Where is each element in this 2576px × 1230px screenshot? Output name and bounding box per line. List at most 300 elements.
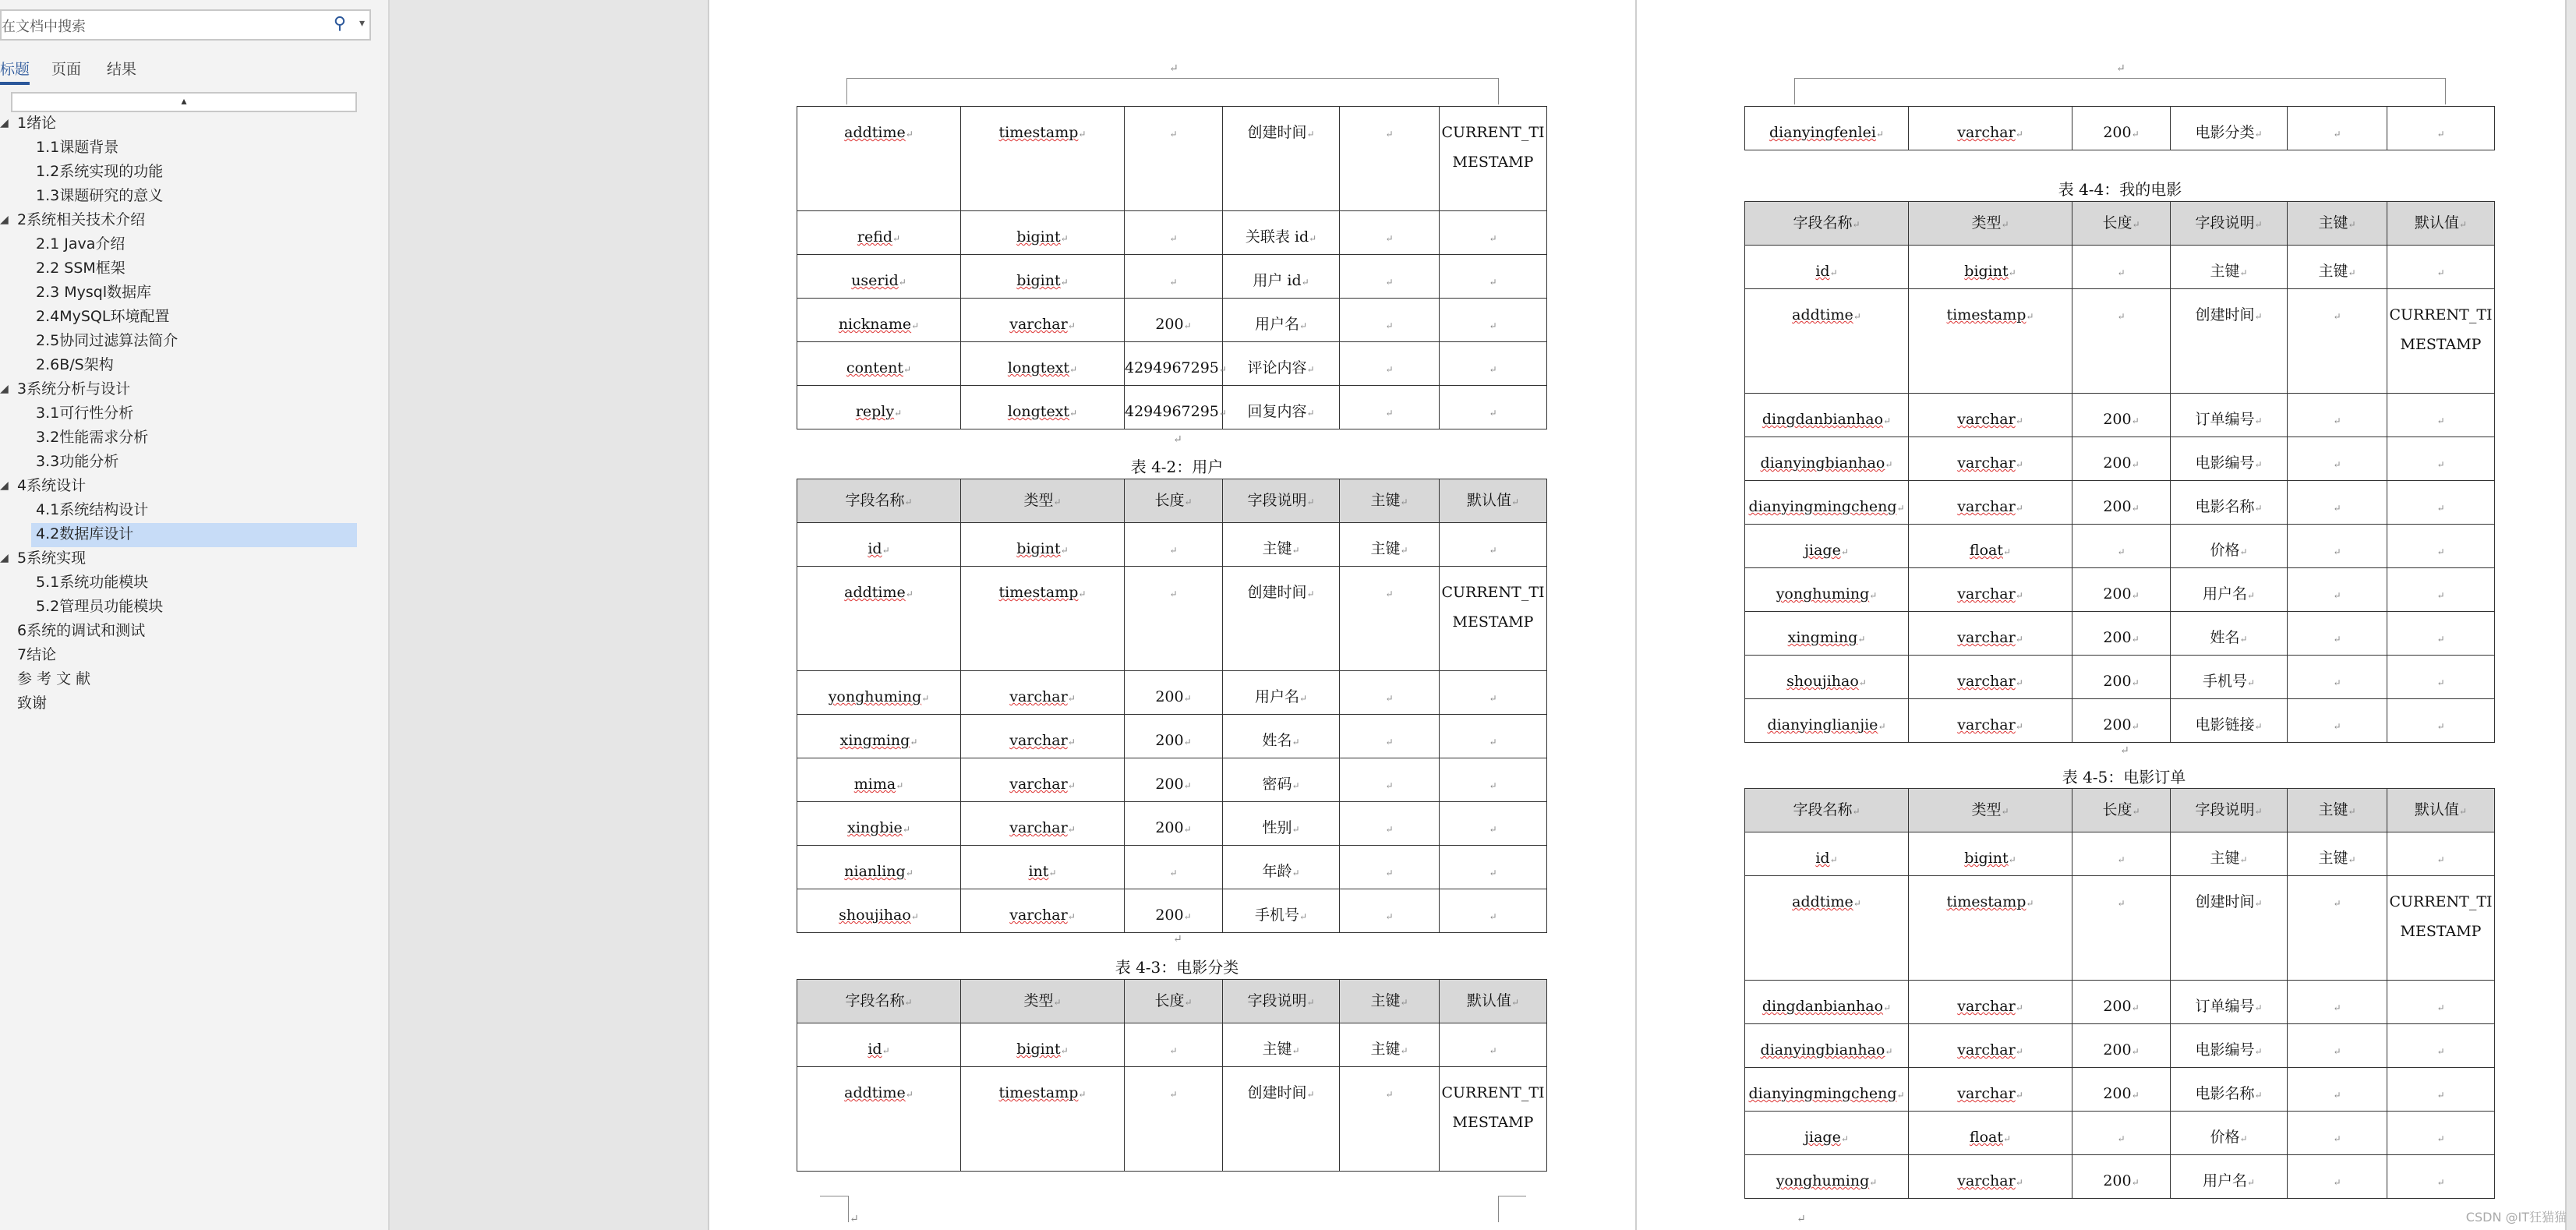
watermark: CSDN @IT狂猫猫 [2465, 1210, 2567, 1225]
table-cell: ↵ [2288, 699, 2387, 743]
table-cell: ↵ [2288, 1024, 2387, 1068]
table-header-cell: 长度↵ [1125, 980, 1223, 1023]
toc-label: 4系统设计 [17, 477, 87, 494]
table-cell: ↵ [2387, 832, 2495, 876]
table-cell: 200↵ [1125, 758, 1223, 802]
toc-subheading[interactable] [36, 595, 163, 618]
table-cell: dingdanbianhao↵ [1745, 981, 1909, 1024]
table-header-cell: 长度↵ [2072, 202, 2171, 246]
table-cell: varchar↵ [1909, 1068, 2072, 1112]
toc-subheading[interactable] [36, 329, 178, 352]
table-cell: ↵ [2072, 246, 2171, 289]
toc-subheading[interactable] [36, 426, 148, 449]
table-cell: ↵ [1125, 211, 1223, 255]
table-cell: id↵ [797, 1023, 961, 1067]
collapse-all-button[interactable]: ▴ [11, 92, 357, 112]
table-row [797, 1023, 1547, 1067]
table-header-cell: 默认值↵ [1440, 980, 1547, 1023]
table-cell: float↵ [1909, 525, 2072, 568]
table-cell: 主键↵ [1223, 1023, 1340, 1067]
table-cell: ↵ [1440, 1023, 1547, 1067]
table-cell: ↵ [1440, 846, 1547, 889]
table-row [1745, 699, 2495, 743]
table-cell: longtext↵ [961, 386, 1125, 429]
table-cell: ↵ [2288, 981, 2387, 1024]
header-corner [846, 78, 847, 104]
table-cell: ↵ [1340, 386, 1440, 429]
table-cell: ↵ [1440, 386, 1547, 429]
table-cell: 4294967295↵ [1125, 386, 1223, 429]
table-cell: 200↵ [2072, 107, 2171, 150]
table-row [1745, 481, 2495, 525]
table-cell: 主键↵ [2288, 246, 2387, 289]
search-input[interactable] [0, 9, 371, 41]
table-cell: varchar↵ [1909, 481, 2072, 525]
table-cell: ↵ [1440, 889, 1547, 933]
table-header-cell: 主键↵ [1340, 479, 1440, 523]
table-cell: ↵ [2072, 832, 2171, 876]
header-line [846, 78, 1499, 79]
table-cell: 年龄↵ [1223, 846, 1340, 889]
search-icon[interactable]: ⚲ [333, 14, 346, 34]
table-row [1745, 394, 2495, 437]
paragraph-mark: ↵ [1797, 1213, 1806, 1225]
table-cell: ↵ [2288, 876, 2387, 981]
table-cell: 200↵ [2072, 981, 2171, 1024]
table-cell: dingdanbianhao↵ [1745, 394, 1909, 437]
table-cell: 姓名↵ [1223, 715, 1340, 758]
table-row [797, 889, 1547, 933]
toc-subheading[interactable] [36, 136, 118, 159]
table-header-cell: 字段名称↵ [797, 479, 961, 523]
toc-subheading[interactable] [36, 160, 163, 183]
table-cell: 200↵ [1125, 671, 1223, 715]
table-header-cell: 主键↵ [2288, 202, 2387, 246]
table-cell: ↵ [2072, 1112, 2171, 1155]
table-row [797, 802, 1547, 846]
table-row [1745, 656, 2495, 699]
table-cell: varchar↵ [961, 671, 1125, 715]
toc-label: 2.2 SSM框架 [36, 260, 125, 277]
toc-label: 7结论 [17, 646, 57, 663]
table-cell: ↵ [1440, 758, 1547, 802]
toc-subheading[interactable] [36, 232, 125, 256]
table-row [1745, 525, 2495, 568]
table-cell: ↵ [1440, 523, 1547, 567]
table-cell: 200↵ [2072, 1068, 2171, 1112]
table-cell: ↵ [1340, 715, 1440, 758]
table-cell: 回复内容↵ [1223, 386, 1340, 429]
table-cell: CURRENT_TIMESTAMP [2387, 876, 2495, 981]
toc-heading[interactable] [0, 619, 145, 642]
expand-triangle-icon[interactable]: ◢ [0, 383, 9, 395]
table-cell: varchar↵ [1909, 656, 2072, 699]
table-cell: CURRENT_TIMESTAMP [2387, 289, 2495, 394]
table-cell: 电影名称↵ [2171, 481, 2288, 525]
table-cell: dianyingmingcheng↵ [1745, 1068, 1909, 1112]
table-cell: ↵ [1125, 255, 1223, 299]
table-cell: ↵ [2387, 1155, 2495, 1199]
table-cell: 关联表 id↵ [1223, 211, 1340, 255]
table-cell: varchar↵ [961, 715, 1125, 758]
table-cell: longtext↵ [961, 342, 1125, 386]
table-cell: 订单编号↵ [2171, 981, 2288, 1024]
toc-label: 4.1系统结构设计 [36, 501, 149, 518]
toc-subheading[interactable] [36, 571, 148, 594]
toc-subheading[interactable] [36, 281, 151, 304]
table-caption: 表 4-2：用户 [1130, 458, 1224, 476]
toc-subheading[interactable] [36, 450, 118, 473]
table-header-cell: 默认值↵ [2387, 202, 2495, 246]
table-cell: ↵ [1125, 846, 1223, 889]
table-cell: 创建时间↵ [1223, 1067, 1340, 1172]
table-cell: jiage↵ [1745, 525, 1909, 568]
table-cell: bigint↵ [961, 523, 1125, 567]
search-placeholder: 在文档中搜索 [2, 19, 86, 35]
toc-heading[interactable] [0, 474, 86, 497]
table-cell: ↵ [2288, 1068, 2387, 1112]
table-header-cell: 默认值↵ [2387, 789, 2495, 832]
paragraph-mark: ↵ [850, 1213, 859, 1225]
table-cell: varchar↵ [1909, 981, 2072, 1024]
table-cell: varchar↵ [961, 299, 1125, 342]
table-cell: ↵ [1125, 1067, 1223, 1172]
table-cell: ↵ [1440, 802, 1547, 846]
table-row [1745, 107, 2495, 150]
table-header-cell: 长度↵ [1125, 479, 1223, 523]
toc-subheading[interactable] [36, 522, 133, 546]
table-cell: 主键↵ [2288, 832, 2387, 876]
table-cell: ↵ [2288, 394, 2387, 437]
table-cell: ↵ [2387, 107, 2495, 150]
toc-subheading[interactable] [36, 305, 169, 328]
table-cell: yonghuming↵ [1745, 1155, 1909, 1199]
table-cell: id↵ [1745, 246, 1909, 289]
header-corner [1794, 78, 1795, 104]
table-cell: 200↵ [2072, 612, 2171, 656]
table-row [1745, 1024, 2495, 1068]
table-header-row [797, 980, 1547, 1023]
table-cell: ↵ [2387, 525, 2495, 568]
table-header-cell: 长度↵ [2072, 789, 2171, 832]
table-cell: 200↵ [1125, 715, 1223, 758]
header-corner [1498, 78, 1499, 104]
table-header-cell: 类型↵ [1909, 202, 2072, 246]
table-cell: bigint↵ [1909, 832, 2072, 876]
table-row [1745, 568, 2495, 612]
db-table-movie-category [797, 979, 1547, 1172]
toc-subheading[interactable] [36, 184, 163, 207]
table-row [797, 255, 1547, 299]
toc-label: 参 考 文 献 [17, 670, 91, 687]
toc-heading[interactable] [0, 667, 90, 691]
table-cell: reply↵ [797, 386, 961, 429]
table-cell: ↵ [2387, 981, 2495, 1024]
toc-label: 3.2性能需求分析 [36, 429, 149, 446]
document-page-1 [708, 0, 1639, 1230]
paragraph-mark: ↵ [2120, 744, 2129, 757]
table-cell: 创建时间↵ [1223, 567, 1340, 671]
expand-triangle-icon[interactable]: ◢ [0, 479, 9, 492]
table-cell: 创建时间↵ [2171, 289, 2288, 394]
table-row [797, 107, 1547, 211]
table-cell: 电影编号↵ [2171, 1024, 2288, 1068]
paragraph-mark: ↵ [2116, 62, 2125, 75]
table-row [797, 342, 1547, 386]
table-cell: CURRENT_TIMESTAMP [1440, 1067, 1547, 1172]
table-cell: timestamp↵ [961, 567, 1125, 671]
table-row [797, 523, 1547, 567]
toc-label: 1绪论 [17, 115, 57, 132]
db-table-comment [797, 106, 1547, 429]
table-cell: xingming↵ [797, 715, 961, 758]
paragraph-mark: ↵ [1169, 62, 1178, 75]
toc-label: 2.5协同过滤算法简介 [36, 332, 178, 349]
table-header-cell: 字段说明↵ [2171, 789, 2288, 832]
table-cell: ↵ [1340, 342, 1440, 386]
table-cell: 200↵ [1125, 802, 1223, 846]
toc-label: 1.3课题研究的意义 [36, 187, 164, 204]
table-cell: bigint↵ [1909, 246, 2072, 289]
table-cell: id↵ [797, 523, 961, 567]
toc-label: 致谢 [17, 695, 48, 712]
table-cell: 密码↵ [1223, 758, 1340, 802]
table-header-cell: 默认值↵ [1440, 479, 1547, 523]
table-cell: ↵ [2387, 656, 2495, 699]
table-row [1745, 1068, 2495, 1112]
table-cell: ↵ [1440, 299, 1547, 342]
nav-tabs [0, 55, 359, 86]
expand-triangle-icon[interactable]: ◢ [0, 117, 9, 129]
table-caption: 表 4-3：电影分类 [1115, 958, 1239, 977]
table-header-cell: 字段说明↵ [1223, 479, 1340, 523]
table-cell: ↵ [2288, 656, 2387, 699]
table-cell: ↵ [2288, 289, 2387, 394]
table-cell: 用户名↵ [1223, 671, 1340, 715]
table-cell: xingming↵ [1745, 612, 1909, 656]
toc-label: 1.1课题背景 [36, 139, 119, 156]
table-row [797, 299, 1547, 342]
table-row [797, 567, 1547, 671]
toc-heading[interactable] [0, 643, 56, 666]
toc-label: 3.3功能分析 [36, 453, 119, 470]
table-cell: yonghuming↵ [1745, 568, 1909, 612]
toc-subheading[interactable] [36, 498, 148, 521]
table-row [1745, 612, 2495, 656]
table-cell: id↵ [1745, 832, 1909, 876]
table-cell: ↵ [1340, 671, 1440, 715]
table-cell: refid↵ [797, 211, 961, 255]
table-cell: varchar↵ [1909, 107, 2072, 150]
table-cell: 创建时间↵ [2171, 876, 2288, 981]
table-cell: addtime↵ [1745, 876, 1909, 981]
table-cell: 200↵ [2072, 699, 2171, 743]
table-header-row [1745, 202, 2495, 246]
table-cell: shoujihao↵ [1745, 656, 1909, 699]
table-row [1745, 876, 2495, 981]
table-header-cell: 字段名称↵ [1745, 202, 1909, 246]
table-row [797, 715, 1547, 758]
table-cell: 电影名称↵ [2171, 1068, 2288, 1112]
table-cell: varchar↵ [961, 889, 1125, 933]
table-cell: ↵ [2288, 437, 2387, 481]
table-cell: yonghuming↵ [797, 671, 961, 715]
table-cell: content↵ [797, 342, 961, 386]
footer-corner [1498, 1196, 1499, 1222]
table-cell: timestamp↵ [1909, 876, 2072, 981]
table-cell: timestamp↵ [1909, 289, 2072, 394]
table-cell: nickname↵ [797, 299, 961, 342]
table-cell: 评论内容↵ [1223, 342, 1340, 386]
toc-heading[interactable] [0, 111, 56, 135]
table-cell: ↵ [1440, 671, 1547, 715]
table-cell: 电影分类↵ [2171, 107, 2288, 150]
table-header-cell: 字段说明↵ [1223, 980, 1340, 1023]
table-cell: dianyingmingcheng↵ [1745, 481, 1909, 525]
toc-subheading[interactable] [36, 353, 114, 376]
table-cell: ↵ [1125, 523, 1223, 567]
table-cell: dianyingfenlei↵ [1745, 107, 1909, 150]
tab-results[interactable]: 结果 [107, 61, 137, 78]
table-cell: ↵ [2072, 876, 2171, 981]
paragraph-mark: ↵ [1173, 933, 1182, 945]
table-row [1745, 289, 2495, 394]
table-header-cell: 字段说明↵ [2171, 202, 2288, 246]
paragraph-mark: ↵ [1173, 433, 1182, 446]
db-table-user [797, 479, 1547, 933]
table-header-cell: 类型↵ [961, 980, 1125, 1023]
toc-label: 5系统实现 [17, 550, 87, 567]
table-cell: 200↵ [2072, 1155, 2171, 1199]
toc-label: 2系统相关技术介绍 [17, 211, 146, 228]
table-cell: jiage↵ [1745, 1112, 1909, 1155]
toc-heading[interactable] [0, 377, 130, 401]
table-cell: ↵ [1125, 1023, 1223, 1067]
table-cell: ↵ [1340, 107, 1440, 211]
table-cell: ↵ [1340, 255, 1440, 299]
table-cell: varchar↵ [961, 758, 1125, 802]
table-cell: nianling↵ [797, 846, 961, 889]
table-cell: bigint↵ [961, 255, 1125, 299]
table-cell: 200↵ [2072, 394, 2171, 437]
table-cell: mima↵ [797, 758, 961, 802]
table-cell: 主键↵ [1223, 523, 1340, 567]
table-cell: ↵ [1340, 758, 1440, 802]
tab-headings[interactable]: 标题 [0, 58, 30, 85]
toc-label: 5.1系统功能模块 [36, 574, 149, 591]
table-cell: ↵ [2387, 437, 2495, 481]
table-caption: 表 4-5：电影订单 [2062, 768, 2186, 786]
table-cell: varchar↵ [1909, 1155, 2072, 1199]
toc-label: 3系统分析与设计 [17, 380, 131, 398]
table-cell: 创建时间↵ [1223, 107, 1340, 211]
table-cell: varchar↵ [1909, 437, 2072, 481]
db-table-movie-order [1744, 788, 2495, 1199]
table-cell: userid↵ [797, 255, 961, 299]
table-cell: 用户 id↵ [1223, 255, 1340, 299]
table-cell: ↵ [2288, 525, 2387, 568]
table-caption: 表 4-4：我的电影 [2058, 180, 2182, 199]
table-cell: timestamp↵ [961, 1067, 1125, 1172]
table-cell: ↵ [2387, 1112, 2495, 1155]
toc-subheading[interactable] [36, 401, 133, 425]
toc-label: 5.2管理员功能模块 [36, 598, 164, 615]
table-cell: ↵ [2288, 1112, 2387, 1155]
table-cell: 200↵ [1125, 889, 1223, 933]
document-page-2 [1635, 0, 2567, 1230]
expand-triangle-icon[interactable]: ◢ [0, 552, 9, 564]
table-cell: ↵ [2387, 568, 2495, 612]
table-cell: ↵ [1340, 211, 1440, 255]
table-cell: ↵ [2387, 612, 2495, 656]
table-cell: addtime↵ [797, 107, 961, 211]
chevron-down-icon[interactable]: ▾ [359, 17, 365, 30]
table-cell: ↵ [2288, 107, 2387, 150]
table-cell: ↵ [2072, 289, 2171, 394]
table-header-cell: 字段名称↵ [797, 980, 961, 1023]
toc-label: 3.1可行性分析 [36, 405, 134, 422]
table-cell: shoujihao↵ [797, 889, 961, 933]
db-table-movie-category-cont [1744, 106, 2495, 150]
toc-subheading[interactable] [36, 256, 125, 280]
table-cell: 电影编号↵ [2171, 437, 2288, 481]
table-cell: 200↵ [1125, 299, 1223, 342]
table-cell: 200↵ [2072, 568, 2171, 612]
table-cell: xingbie↵ [797, 802, 961, 846]
toc-label: 1.2系统实现的功能 [36, 163, 164, 180]
table-cell: 姓名↵ [2171, 612, 2288, 656]
table-cell: varchar↵ [1909, 699, 2072, 743]
table-cell: bigint↵ [961, 211, 1125, 255]
table-cell: ↵ [2387, 699, 2495, 743]
toc-label: 2.4MySQL环境配置 [36, 308, 170, 325]
toc-heading[interactable] [0, 691, 47, 715]
table-cell: ↵ [2387, 1024, 2495, 1068]
header-line [1794, 78, 2446, 79]
table-cell: 价格↵ [2171, 525, 2288, 568]
table-cell: 主键↵ [2171, 246, 2288, 289]
table-cell: 200↵ [2072, 1024, 2171, 1068]
table-cell: 200↵ [2072, 656, 2171, 699]
table-cell: ↵ [2387, 1068, 2495, 1112]
footer-corner [848, 1196, 849, 1222]
table-cell: 主键↵ [1340, 523, 1440, 567]
toc-heading[interactable] [0, 546, 86, 570]
table-cell: bigint↵ [961, 1023, 1125, 1067]
toc-label: 2.1 Java介绍 [36, 235, 125, 253]
toc-label: 6系统的调试和测试 [17, 622, 146, 639]
table-header-row [797, 479, 1547, 523]
tab-pages[interactable]: 页面 [51, 61, 82, 78]
table-cell: 手机号↵ [2171, 656, 2288, 699]
table-cell: 手机号↵ [1223, 889, 1340, 933]
table-cell: varchar↵ [1909, 568, 2072, 612]
table-row [1745, 246, 2495, 289]
table-cell: 用户名↵ [1223, 299, 1340, 342]
table-cell: CURRENT_TIMESTAMP [1440, 107, 1547, 211]
table-cell: addtime↵ [1745, 289, 1909, 394]
table-cell: ↵ [1340, 846, 1440, 889]
table-cell: int↵ [961, 846, 1125, 889]
toc-heading[interactable] [0, 208, 145, 232]
table-cell: 200↵ [2072, 481, 2171, 525]
table-cell: 主键↵ [2171, 832, 2288, 876]
table-cell: 电影链接↵ [2171, 699, 2288, 743]
db-table-my-movie [1744, 201, 2495, 743]
table-cell: ↵ [1340, 299, 1440, 342]
table-cell: 订单编号↵ [2171, 394, 2288, 437]
expand-triangle-icon[interactable]: ◢ [0, 214, 9, 226]
